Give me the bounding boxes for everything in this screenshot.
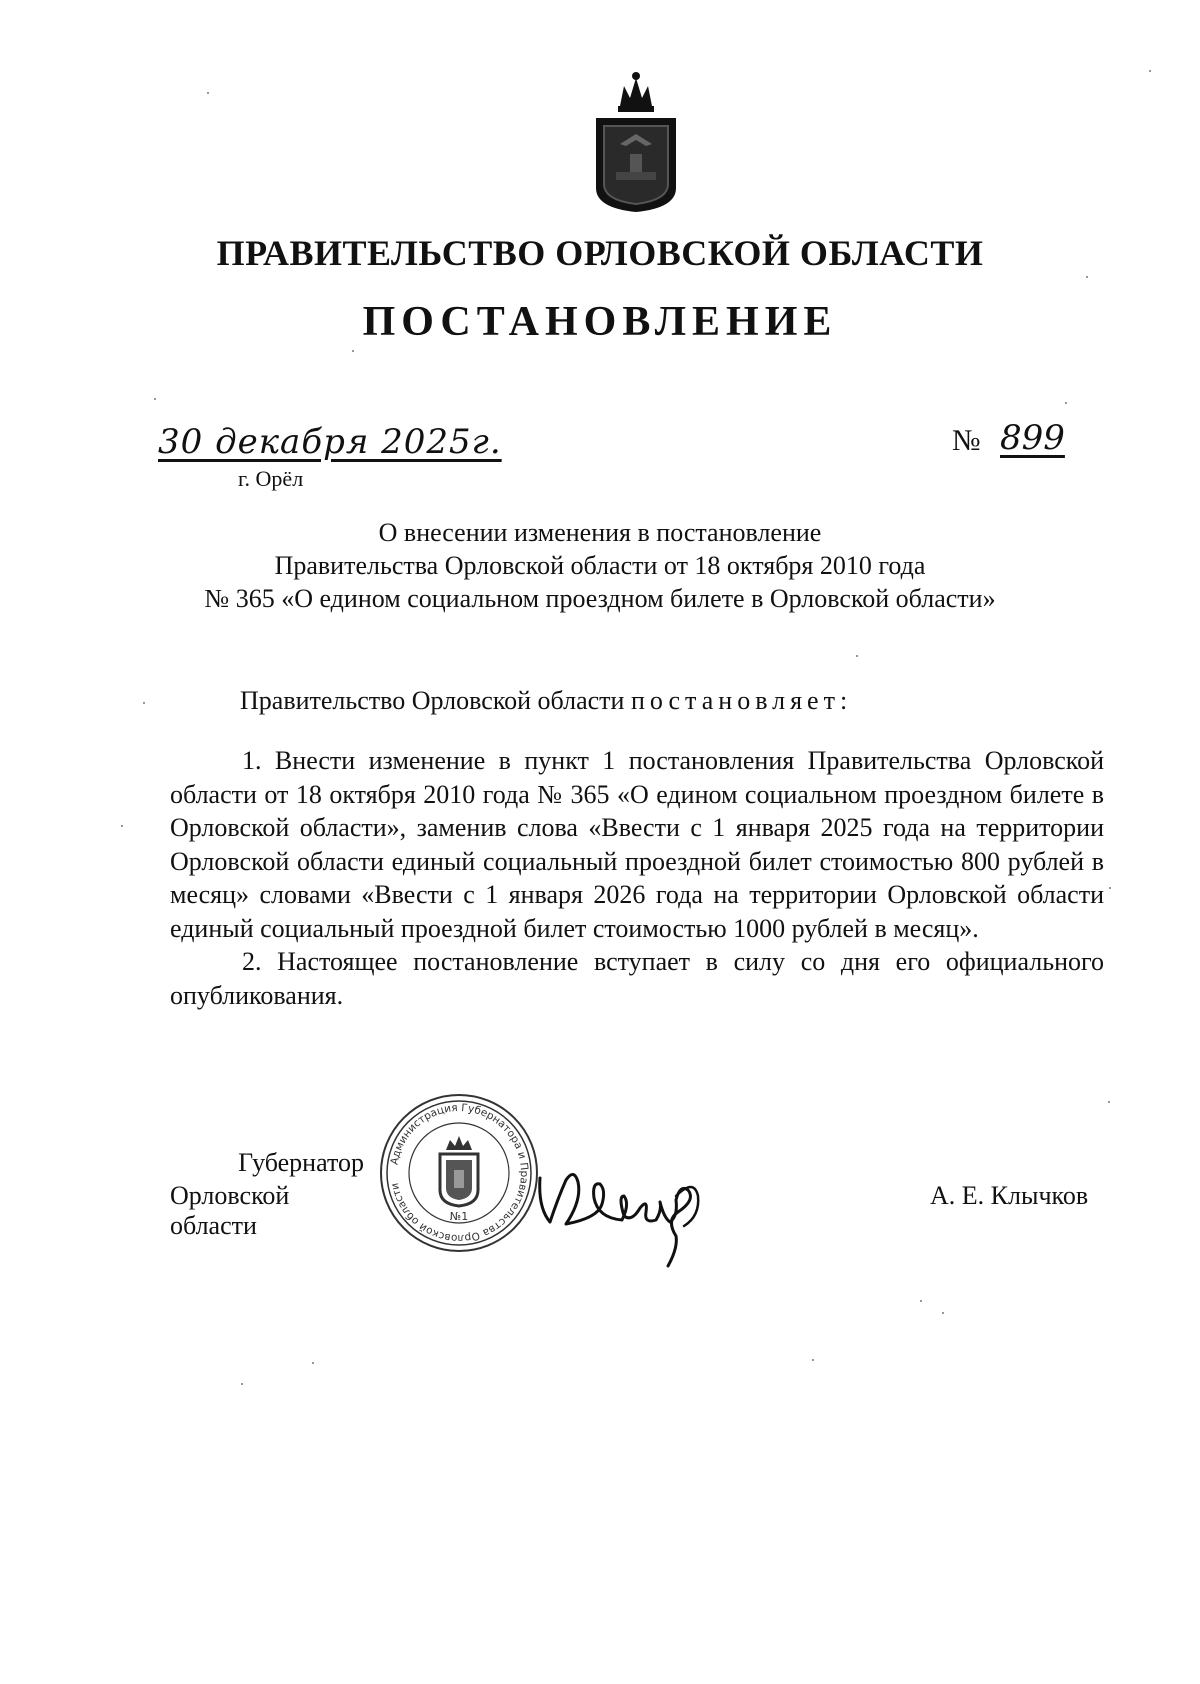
handwritten-date: 30 декабря 2025г. [158,422,502,462]
preamble-verb: постановляет: [630,686,853,715]
clause-1: 1. Внести изменение в пункт 1 постановления Правительства Орловской области от 18 октября 2010 года № 365 «О едином социальном проездном билете в Орловской области», заменив слова «Ввести с 1 января 2025 года на территории Орловской области единый социальный проездной билет стоимостью 800 рублей в месяц» словами «Ввести с 1 января 2026 года на территории Орловской области единый социальный проездной билет стоимостью 1000 рублей в месяц». [170,746,1104,943]
subject-line: Правительства Орловской области от 18 октября 2010 года [274,551,926,580]
handwritten-number: 899 [1000,418,1065,458]
seal-text: Администрация Губернатора и Правительства Орловской области [388,1101,531,1245]
coat-of-arms-icon [590,68,682,214]
document-type: ПОСТАНОВЛЕНИЕ [362,299,838,345]
official-seal-icon [378,1092,540,1254]
handwritten-signature-icon [528,1138,728,1288]
signatory-title-line1: Губернатор [238,1148,364,1177]
document-body [170,744,1104,1012]
seal-number: №1 [449,1210,469,1223]
signatory-name: А. Е. Клычков [930,1181,1089,1210]
subject-line: № 365 «О едином социальном проездном билете в Орловской области» [204,584,996,613]
document-subject [100,516,1100,615]
clause-2: 2. Настоящее постановление вступает в силу со дня его официального опубликования. [170,947,1104,1010]
preamble [240,686,852,716]
number-label: № [952,424,981,457]
organization-name: ПРАВИТЕЛЬСТВО ОРЛОВСКОЙ ОБЛАСТИ [216,233,984,273]
city: г. Орёл [238,466,304,491]
subject-line: О внесении изменения в постановление [378,518,822,547]
signatory-title-line2: Орловской области [170,1181,290,1240]
preamble-subject: Правительство Орловской области [240,686,631,715]
